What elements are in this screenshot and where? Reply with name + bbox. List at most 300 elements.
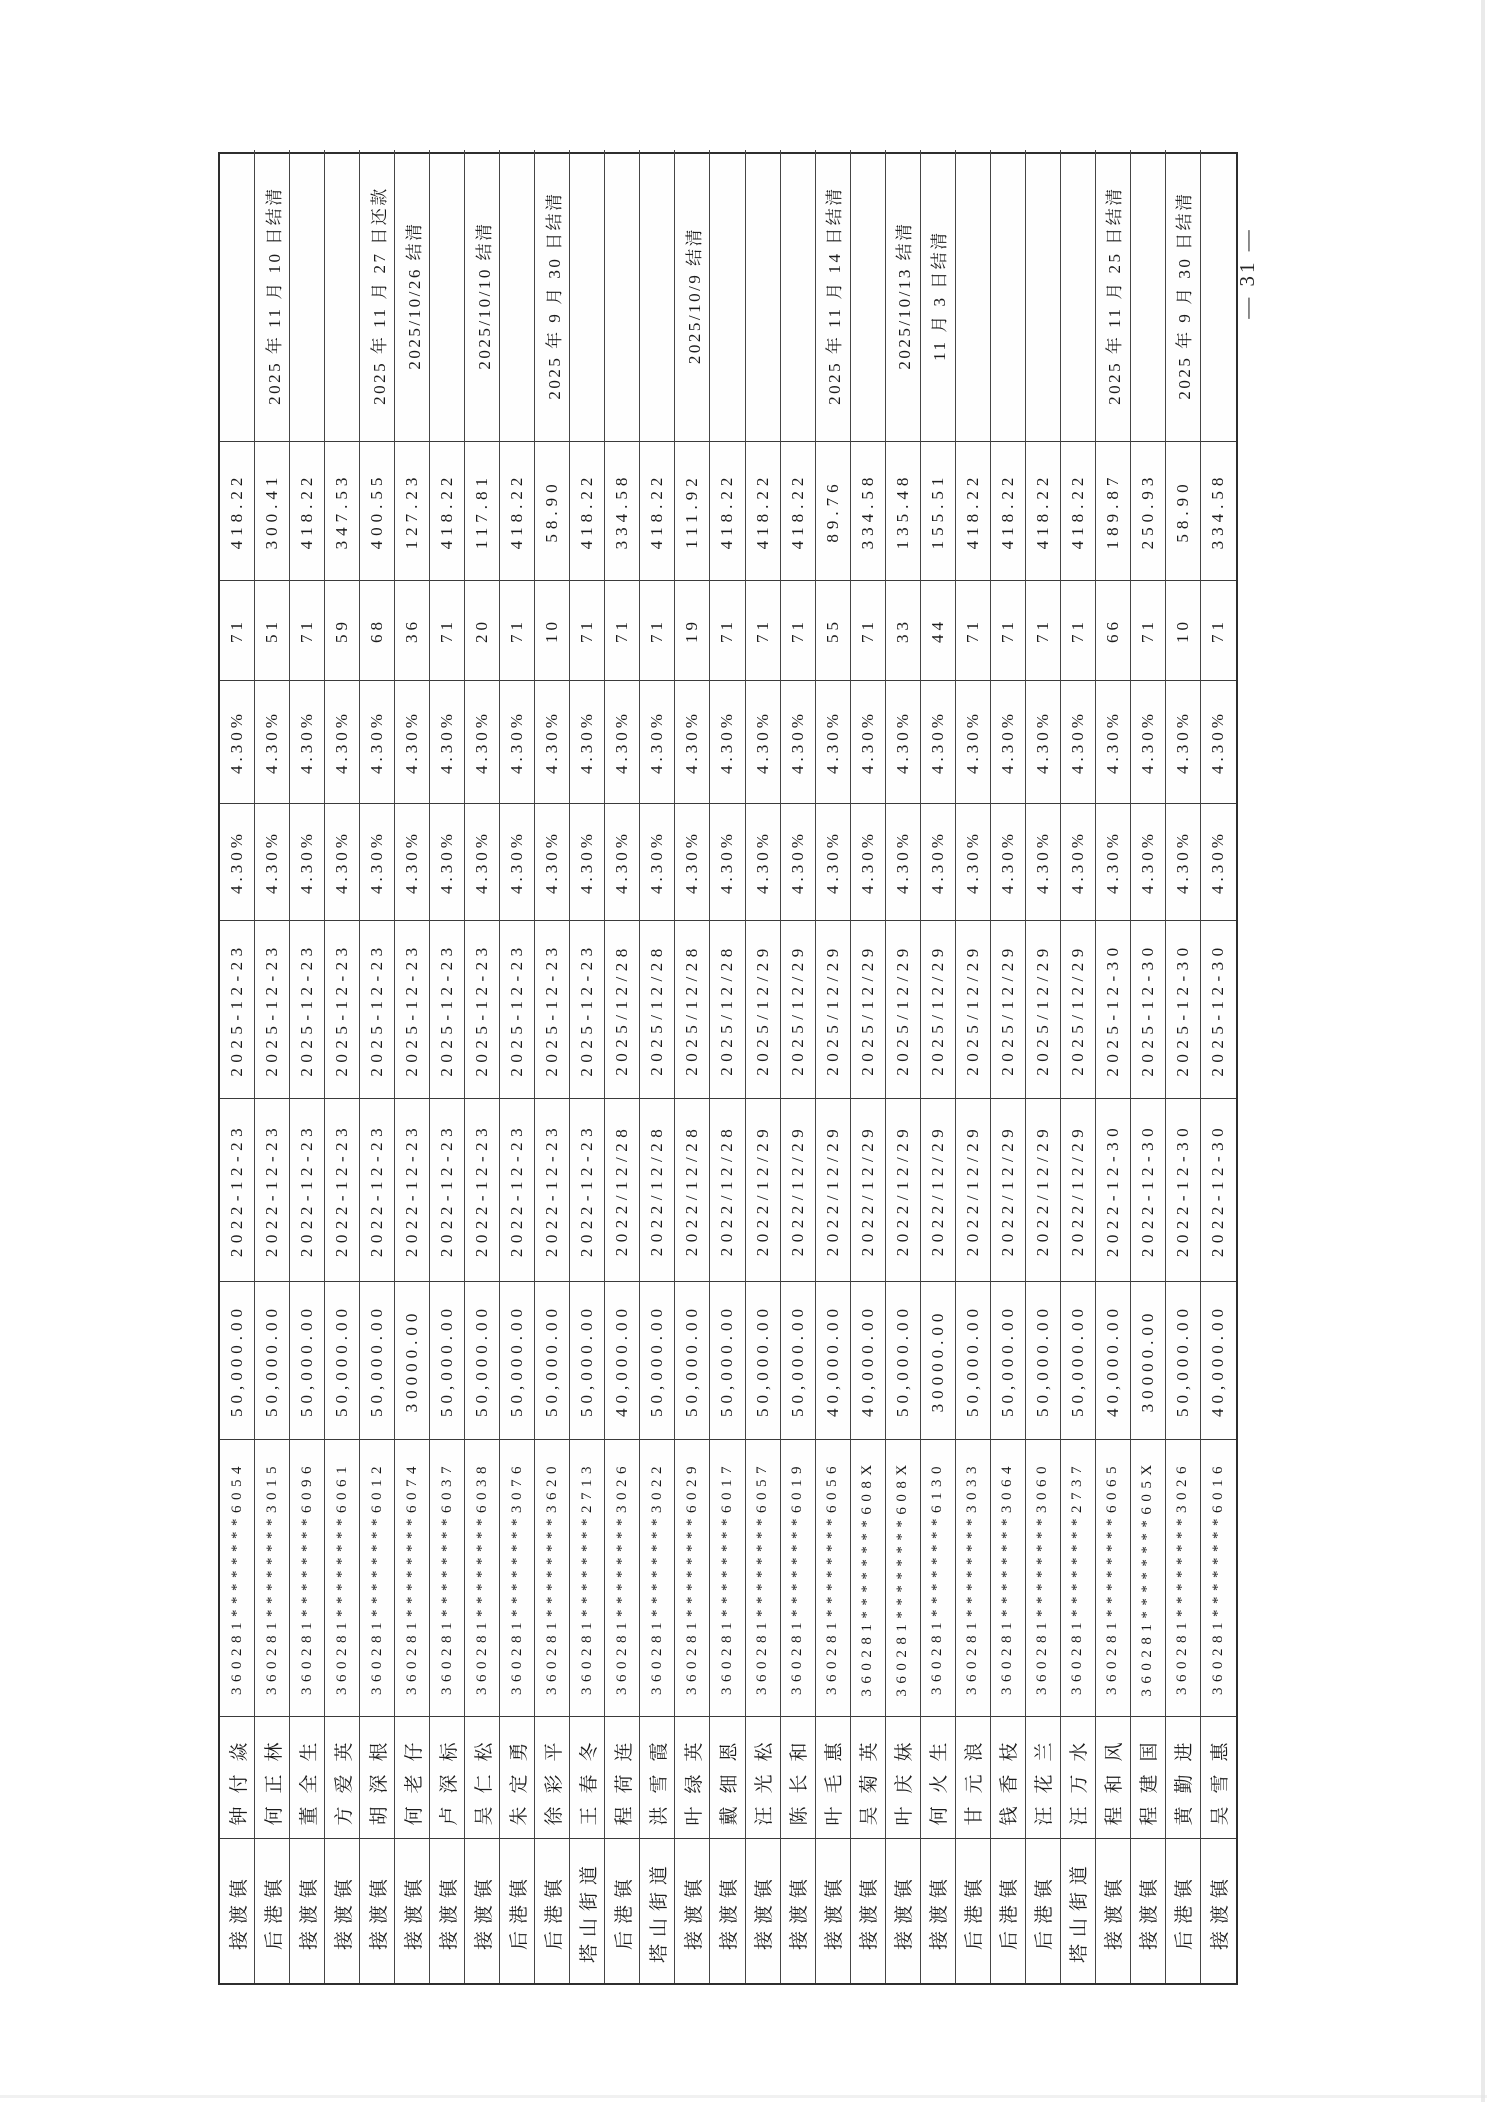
cell-id_masked: 360281********6019 xyxy=(781,1439,816,1716)
cell-rate_b: 4.30% xyxy=(991,680,1026,803)
rotated-table-region xyxy=(218,152,1238,1985)
cell-rate_a: 4.30% xyxy=(746,803,781,920)
cell-note xyxy=(325,150,360,441)
page-number-text: — 31 — xyxy=(1234,227,1259,319)
cell-name: 程和风 xyxy=(1096,1716,1131,1838)
cell-amount: 40,000.00 xyxy=(1096,1281,1131,1439)
cell-name: 陈长和 xyxy=(781,1716,816,1838)
cell-note: 2025 年 9 月 30 日结清 xyxy=(1166,150,1201,441)
cell-note: 2025/10/26 结清 xyxy=(395,150,430,441)
cell-name: 徐彩平 xyxy=(535,1716,570,1838)
cell-date_start: 2022-12-23 xyxy=(535,1098,570,1281)
cell-amount: 40,000.00 xyxy=(851,1281,886,1439)
cell-interest: 418.22 xyxy=(1061,441,1096,580)
cell-date_start: 2022/12/29 xyxy=(956,1098,991,1281)
cell-amount: 50,000.00 xyxy=(991,1281,1026,1439)
cell-periods: 71 xyxy=(991,580,1026,680)
cell-interest: 334.58 xyxy=(851,441,886,580)
cell-rate_a: 4.30% xyxy=(1201,803,1236,920)
cell-rate_a: 4.30% xyxy=(465,803,500,920)
cell-date_end: 2025-12-30 xyxy=(1131,920,1166,1098)
cell-amount: 50,000.00 xyxy=(956,1281,991,1439)
cell-note xyxy=(220,150,255,441)
cell-interest: 111.92 xyxy=(675,441,710,580)
cell-amount: 50,000.00 xyxy=(535,1281,570,1439)
cell-town: 接渡镇 xyxy=(746,1838,781,1983)
cell-amount: 50,000.00 xyxy=(220,1281,255,1439)
cell-amount: 50,000.00 xyxy=(430,1281,465,1439)
cell-amount: 30000.00 xyxy=(1131,1281,1166,1439)
cell-periods: 71 xyxy=(290,580,325,680)
cell-note xyxy=(956,150,991,441)
cell-name: 何正林 xyxy=(255,1716,290,1838)
cell-interest: 418.22 xyxy=(640,441,675,580)
cell-amount: 50,000.00 xyxy=(710,1281,745,1439)
cell-date_end: 2025/12/29 xyxy=(956,920,991,1098)
cell-rate_a: 4.30% xyxy=(1026,803,1061,920)
cell-rate_b: 4.30% xyxy=(430,680,465,803)
cell-name: 程荷连 xyxy=(605,1716,640,1838)
cell-rate_b: 4.30% xyxy=(535,680,570,803)
cell-note: 2025 年 11 月 10 日结清 xyxy=(255,150,290,441)
cell-id_masked: 360281********608X xyxy=(851,1439,886,1716)
cell-town: 后港镇 xyxy=(255,1838,290,1983)
cell-rate_a: 4.30% xyxy=(1166,803,1201,920)
cell-rate_a: 4.30% xyxy=(886,803,921,920)
cell-amount: 50,000.00 xyxy=(1166,1281,1201,1439)
cell-id_masked: 360281********6054 xyxy=(220,1439,255,1716)
cell-date_end: 2025-12-23 xyxy=(500,920,535,1098)
cell-rate_a: 4.30% xyxy=(921,803,956,920)
cell-periods: 51 xyxy=(255,580,290,680)
cell-rate_b: 4.30% xyxy=(605,680,640,803)
cell-interest: 58.90 xyxy=(1166,441,1201,580)
cell-name: 汪万水 xyxy=(1061,1716,1096,1838)
cell-periods: 10 xyxy=(535,580,570,680)
cell-amount: 50,000.00 xyxy=(640,1281,675,1439)
cell-rate_b: 4.30% xyxy=(781,680,816,803)
cell-name: 董全生 xyxy=(290,1716,325,1838)
cell-amount: 40,000.00 xyxy=(816,1281,851,1439)
cell-id_masked: 360281********6056 xyxy=(816,1439,851,1716)
cell-date_start: 2022/12/29 xyxy=(851,1098,886,1281)
cell-town: 接渡镇 xyxy=(675,1838,710,1983)
cell-name: 钟付焱 xyxy=(220,1716,255,1838)
cell-rate_b: 4.30% xyxy=(1166,680,1201,803)
cell-rate_a: 4.30% xyxy=(325,803,360,920)
cell-rate_b: 4.30% xyxy=(886,680,921,803)
cell-date_start: 2022/12/29 xyxy=(1026,1098,1061,1281)
cell-rate_a: 4.30% xyxy=(640,803,675,920)
cell-amount: 50,000.00 xyxy=(1061,1281,1096,1439)
cell-town: 后港镇 xyxy=(500,1838,535,1983)
cell-date_start: 2022-12-23 xyxy=(570,1098,605,1281)
cell-note: 11 月 3 日结清 xyxy=(921,150,956,441)
cell-amount: 50,000.00 xyxy=(570,1281,605,1439)
cell-id_masked: 360281********608X xyxy=(886,1439,921,1716)
cell-name: 甘元浪 xyxy=(956,1716,991,1838)
cell-rate_b: 4.30% xyxy=(255,680,290,803)
cell-id_masked: 360281********3026 xyxy=(605,1439,640,1716)
cell-date_end: 2025-12-23 xyxy=(325,920,360,1098)
cell-town: 后港镇 xyxy=(956,1838,991,1983)
cell-interest: 250.93 xyxy=(1131,441,1166,580)
cell-date_end: 2025/12/29 xyxy=(921,920,956,1098)
cell-town: 塔山街道 xyxy=(570,1838,605,1983)
cell-interest: 135.48 xyxy=(886,441,921,580)
scan-edge-artifact-bottom xyxy=(0,2095,1487,2098)
cell-periods: 68 xyxy=(360,580,395,680)
cell-name: 卢深标 xyxy=(430,1716,465,1838)
cell-town: 接渡镇 xyxy=(290,1838,325,1983)
cell-date_end: 2025-12-23 xyxy=(360,920,395,1098)
page-number xyxy=(1224,193,1270,353)
cell-id_masked: 360281********3064 xyxy=(991,1439,1026,1716)
cell-name: 叶毛惠 xyxy=(816,1716,851,1838)
cell-date_end: 2025-12-23 xyxy=(570,920,605,1098)
cell-amount: 40,000.00 xyxy=(1201,1281,1236,1439)
cell-id_masked: 360281********605X xyxy=(1131,1439,1166,1716)
cell-interest: 418.22 xyxy=(781,441,816,580)
cell-name: 王春冬 xyxy=(570,1716,605,1838)
cell-date_start: 2022/12/29 xyxy=(886,1098,921,1281)
cell-rate_a: 4.30% xyxy=(220,803,255,920)
cell-town: 接渡镇 xyxy=(325,1838,360,1983)
cell-rate_a: 4.30% xyxy=(1096,803,1131,920)
cell-id_masked: 360281********3026 xyxy=(1166,1439,1201,1716)
cell-periods: 10 xyxy=(1166,580,1201,680)
cell-rate_b: 4.30% xyxy=(1131,680,1166,803)
cell-periods: 66 xyxy=(1096,580,1131,680)
cell-amount: 40,000.00 xyxy=(605,1281,640,1439)
cell-name: 钱香枝 xyxy=(991,1716,1026,1838)
cell-date_end: 2025-12-23 xyxy=(255,920,290,1098)
cell-date_end: 2025/12/29 xyxy=(816,920,851,1098)
cell-interest: 155.51 xyxy=(921,441,956,580)
cell-town: 后港镇 xyxy=(535,1838,570,1983)
cell-interest: 418.22 xyxy=(746,441,781,580)
cell-town: 接渡镇 xyxy=(886,1838,921,1983)
cell-name: 汪光松 xyxy=(746,1716,781,1838)
cell-note: 2025 年 9 月 30 日结清 xyxy=(535,150,570,441)
cell-amount: 30000.00 xyxy=(921,1281,956,1439)
cell-date_end: 2025/12/29 xyxy=(1061,920,1096,1098)
cell-rate_a: 4.30% xyxy=(605,803,640,920)
cell-date_end: 2025/12/28 xyxy=(675,920,710,1098)
cell-amount: 50,000.00 xyxy=(290,1281,325,1439)
cell-id_masked: 360281********6037 xyxy=(430,1439,465,1716)
cell-rate_a: 4.30% xyxy=(991,803,1026,920)
cell-amount: 50,000.00 xyxy=(360,1281,395,1439)
cell-amount: 50,000.00 xyxy=(1026,1281,1061,1439)
cell-id_masked: 360281********6065 xyxy=(1096,1439,1131,1716)
cell-rate_a: 4.30% xyxy=(816,803,851,920)
cell-date_end: 2025/12/28 xyxy=(640,920,675,1098)
cell-town: 接渡镇 xyxy=(395,1838,430,1983)
cell-town: 接渡镇 xyxy=(1201,1838,1236,1983)
cell-date_end: 2025/12/29 xyxy=(746,920,781,1098)
cell-periods: 71 xyxy=(1201,580,1236,680)
cell-name: 吴仁松 xyxy=(465,1716,500,1838)
cell-id_masked: 360281********3060 xyxy=(1026,1439,1061,1716)
cell-periods: 71 xyxy=(1026,580,1061,680)
cell-amount: 50,000.00 xyxy=(255,1281,290,1439)
cell-rate_b: 4.30% xyxy=(640,680,675,803)
cell-name: 汪花兰 xyxy=(1026,1716,1061,1838)
cell-note: 2025 年 11 月 14 日结清 xyxy=(816,150,851,441)
cell-amount: 30000.00 xyxy=(395,1281,430,1439)
cell-date_start: 2022-12-30 xyxy=(1096,1098,1131,1281)
cell-name: 洪雪霞 xyxy=(640,1716,675,1838)
cell-name: 叶绿英 xyxy=(675,1716,710,1838)
cell-interest: 418.22 xyxy=(1026,441,1061,580)
cell-amount: 50,000.00 xyxy=(325,1281,360,1439)
cell-rate_a: 4.30% xyxy=(781,803,816,920)
cell-rate_b: 4.30% xyxy=(816,680,851,803)
cell-name: 程建国 xyxy=(1131,1716,1166,1838)
cell-periods: 71 xyxy=(605,580,640,680)
cell-rate_a: 4.30% xyxy=(395,803,430,920)
cell-interest: 418.22 xyxy=(570,441,605,580)
cell-periods: 71 xyxy=(220,580,255,680)
cell-name: 黄勤进 xyxy=(1166,1716,1201,1838)
cell-note xyxy=(1061,150,1096,441)
cell-interest: 418.22 xyxy=(956,441,991,580)
cell-town: 接渡镇 xyxy=(710,1838,745,1983)
cell-note xyxy=(290,150,325,441)
cell-periods: 59 xyxy=(325,580,360,680)
cell-date_end: 2025-12-23 xyxy=(395,920,430,1098)
cell-note xyxy=(991,150,1026,441)
cell-id_masked: 360281********3076 xyxy=(500,1439,535,1716)
cell-name: 何老仔 xyxy=(395,1716,430,1838)
cell-note: 2025/10/9 结清 xyxy=(675,150,710,441)
cell-town: 塔山街道 xyxy=(640,1838,675,1983)
cell-date_start: 2022-12-23 xyxy=(500,1098,535,1281)
cell-id_masked: 360281********6096 xyxy=(290,1439,325,1716)
cell-date_end: 2025-12-23 xyxy=(290,920,325,1098)
cell-town: 接渡镇 xyxy=(1131,1838,1166,1983)
cell-periods: 55 xyxy=(816,580,851,680)
cell-date_start: 2022/12/29 xyxy=(816,1098,851,1281)
cell-town: 后港镇 xyxy=(1026,1838,1061,1983)
loan-discount-table xyxy=(218,152,1238,1985)
cell-rate_a: 4.30% xyxy=(535,803,570,920)
cell-rate_a: 4.30% xyxy=(1061,803,1096,920)
cell-name: 朱定勇 xyxy=(500,1716,535,1838)
cell-rate_b: 4.30% xyxy=(710,680,745,803)
cell-rate_b: 4.30% xyxy=(290,680,325,803)
cell-rate_a: 4.30% xyxy=(956,803,991,920)
cell-interest: 418.22 xyxy=(500,441,535,580)
cell-amount: 50,000.00 xyxy=(500,1281,535,1439)
cell-note xyxy=(710,150,745,441)
cell-id_masked: 360281********6029 xyxy=(675,1439,710,1716)
cell-date_start: 2022-12-23 xyxy=(360,1098,395,1281)
cell-note xyxy=(1131,150,1166,441)
cell-id_masked: 360281********6061 xyxy=(325,1439,360,1716)
cell-date_end: 2025/12/29 xyxy=(851,920,886,1098)
cell-note xyxy=(781,150,816,441)
cell-interest: 300.41 xyxy=(255,441,290,580)
cell-periods: 71 xyxy=(430,580,465,680)
cell-rate_a: 4.30% xyxy=(255,803,290,920)
cell-date_start: 2022/12/28 xyxy=(605,1098,640,1281)
cell-periods: 20 xyxy=(465,580,500,680)
cell-rate_b: 4.30% xyxy=(570,680,605,803)
cell-periods: 19 xyxy=(675,580,710,680)
cell-town: 接渡镇 xyxy=(921,1838,956,1983)
cell-date_end: 2025/12/28 xyxy=(605,920,640,1098)
cell-interest: 127.23 xyxy=(395,441,430,580)
cell-id_masked: 360281********3620 xyxy=(535,1439,570,1716)
cell-rate_b: 4.30% xyxy=(921,680,956,803)
cell-amount: 50,000.00 xyxy=(886,1281,921,1439)
cell-town: 接渡镇 xyxy=(220,1838,255,1983)
cell-date_start: 2022-12-30 xyxy=(1131,1098,1166,1281)
cell-rate_b: 4.30% xyxy=(1061,680,1096,803)
cell-note xyxy=(570,150,605,441)
cell-date_end: 2025/12/29 xyxy=(991,920,1026,1098)
cell-date_start: 2022-12-23 xyxy=(430,1098,465,1281)
cell-town: 接渡镇 xyxy=(430,1838,465,1983)
cell-note xyxy=(851,150,886,441)
cell-interest: 418.22 xyxy=(991,441,1026,580)
cell-id_masked: 360281********6038 xyxy=(465,1439,500,1716)
cell-periods: 71 xyxy=(1131,580,1166,680)
cell-rate_a: 4.30% xyxy=(675,803,710,920)
cell-date_end: 2025-12-23 xyxy=(220,920,255,1098)
cell-id_masked: 360281********3015 xyxy=(255,1439,290,1716)
cell-interest: 347.53 xyxy=(325,441,360,580)
cell-periods: 71 xyxy=(781,580,816,680)
cell-note: 2025 年 11 月 25 日结清 xyxy=(1096,150,1131,441)
cell-id_masked: 360281********6074 xyxy=(395,1439,430,1716)
cell-date_start: 2022-12-23 xyxy=(255,1098,290,1281)
cell-note xyxy=(640,150,675,441)
cell-date_start: 2022-12-23 xyxy=(465,1098,500,1281)
cell-rate_b: 4.30% xyxy=(675,680,710,803)
cell-rate_b: 4.30% xyxy=(500,680,535,803)
cell-date_start: 2022/12/29 xyxy=(991,1098,1026,1281)
cell-rate_b: 4.30% xyxy=(851,680,886,803)
cell-date_start: 2022/12/28 xyxy=(640,1098,675,1281)
cell-note xyxy=(746,150,781,441)
cell-periods: 36 xyxy=(395,580,430,680)
cell-date_end: 2025-12-30 xyxy=(1096,920,1131,1098)
cell-amount: 50,000.00 xyxy=(465,1281,500,1439)
cell-interest: 89.76 xyxy=(816,441,851,580)
cell-date_start: 2022/12/28 xyxy=(710,1098,745,1281)
cell-town: 接渡镇 xyxy=(465,1838,500,1983)
cell-town: 接渡镇 xyxy=(781,1838,816,1983)
cell-rate_b: 4.30% xyxy=(1026,680,1061,803)
cell-date_start: 2022-12-23 xyxy=(395,1098,430,1281)
cell-rate_b: 4.30% xyxy=(360,680,395,803)
cell-periods: 71 xyxy=(956,580,991,680)
cell-name: 何火生 xyxy=(921,1716,956,1838)
cell-rate_a: 4.30% xyxy=(1131,803,1166,920)
cell-periods: 71 xyxy=(570,580,605,680)
cell-rate_a: 4.30% xyxy=(710,803,745,920)
cell-id_masked: 360281********2713 xyxy=(570,1439,605,1716)
cell-interest: 334.58 xyxy=(605,441,640,580)
cell-interest: 58.90 xyxy=(535,441,570,580)
cell-rate_a: 4.30% xyxy=(500,803,535,920)
cell-id_masked: 360281********3033 xyxy=(956,1439,991,1716)
cell-date_start: 2022-12-30 xyxy=(1166,1098,1201,1281)
cell-name: 叶庆妹 xyxy=(886,1716,921,1838)
cell-periods: 71 xyxy=(710,580,745,680)
cell-date_end: 2025-12-23 xyxy=(430,920,465,1098)
cell-id_masked: 360281********6130 xyxy=(921,1439,956,1716)
cell-interest: 418.22 xyxy=(710,441,745,580)
cell-town: 接渡镇 xyxy=(851,1838,886,1983)
cell-date_start: 2022-12-23 xyxy=(325,1098,360,1281)
cell-town: 接渡镇 xyxy=(1096,1838,1131,1983)
cell-rate_a: 4.30% xyxy=(430,803,465,920)
cell-interest: 418.22 xyxy=(430,441,465,580)
cell-rate_b: 4.30% xyxy=(1201,680,1236,803)
cell-town: 后港镇 xyxy=(605,1838,640,1983)
cell-note: 2025/10/10 结清 xyxy=(465,150,500,441)
cell-rate_b: 4.30% xyxy=(220,680,255,803)
cell-date_end: 2025/12/29 xyxy=(886,920,921,1098)
cell-name: 吴雪惠 xyxy=(1201,1716,1236,1838)
cell-periods: 44 xyxy=(921,580,956,680)
cell-note xyxy=(605,150,640,441)
cell-amount: 50,000.00 xyxy=(746,1281,781,1439)
cell-amount: 50,000.00 xyxy=(675,1281,710,1439)
cell-id_masked: 360281********6057 xyxy=(746,1439,781,1716)
cell-note: 2025 年 11 月 27 日还款 xyxy=(360,150,395,441)
cell-date_start: 2022/12/28 xyxy=(675,1098,710,1281)
cell-name: 方爱英 xyxy=(325,1716,360,1838)
cell-id_masked: 360281********6012 xyxy=(360,1439,395,1716)
cell-interest: 189.87 xyxy=(1096,441,1131,580)
cell-amount: 50,000.00 xyxy=(781,1281,816,1439)
cell-date_start: 2022/12/29 xyxy=(921,1098,956,1281)
cell-date_end: 2025-12-23 xyxy=(465,920,500,1098)
cell-town: 塔山街道 xyxy=(1061,1838,1096,1983)
cell-date_end: 2025/12/28 xyxy=(710,920,745,1098)
cell-town: 接渡镇 xyxy=(360,1838,395,1983)
cell-date_start: 2022-12-30 xyxy=(1201,1098,1236,1281)
cell-interest: 418.22 xyxy=(290,441,325,580)
cell-name: 胡深根 xyxy=(360,1716,395,1838)
cell-rate_b: 4.30% xyxy=(956,680,991,803)
cell-town: 后港镇 xyxy=(991,1838,1026,1983)
scan-edge-artifact-right xyxy=(1481,0,1485,2102)
cell-date_end: 2025-12-30 xyxy=(1166,920,1201,1098)
cell-date_start: 2022-12-23 xyxy=(290,1098,325,1281)
cell-interest: 400.55 xyxy=(360,441,395,580)
cell-note xyxy=(1026,150,1061,441)
cell-town: 后港镇 xyxy=(1166,1838,1201,1983)
cell-note xyxy=(430,150,465,441)
cell-periods: 33 xyxy=(886,580,921,680)
cell-note xyxy=(500,150,535,441)
cell-id_masked: 360281********3022 xyxy=(640,1439,675,1716)
cell-rate_a: 4.30% xyxy=(290,803,325,920)
cell-date_end: 2025/12/29 xyxy=(1026,920,1061,1098)
cell-id_masked: 360281********6017 xyxy=(710,1439,745,1716)
cell-periods: 71 xyxy=(1061,580,1096,680)
cell-town: 接渡镇 xyxy=(816,1838,851,1983)
cell-note: 2025/10/13 结清 xyxy=(886,150,921,441)
cell-name: 戴细恩 xyxy=(710,1716,745,1838)
cell-interest: 418.22 xyxy=(220,441,255,580)
